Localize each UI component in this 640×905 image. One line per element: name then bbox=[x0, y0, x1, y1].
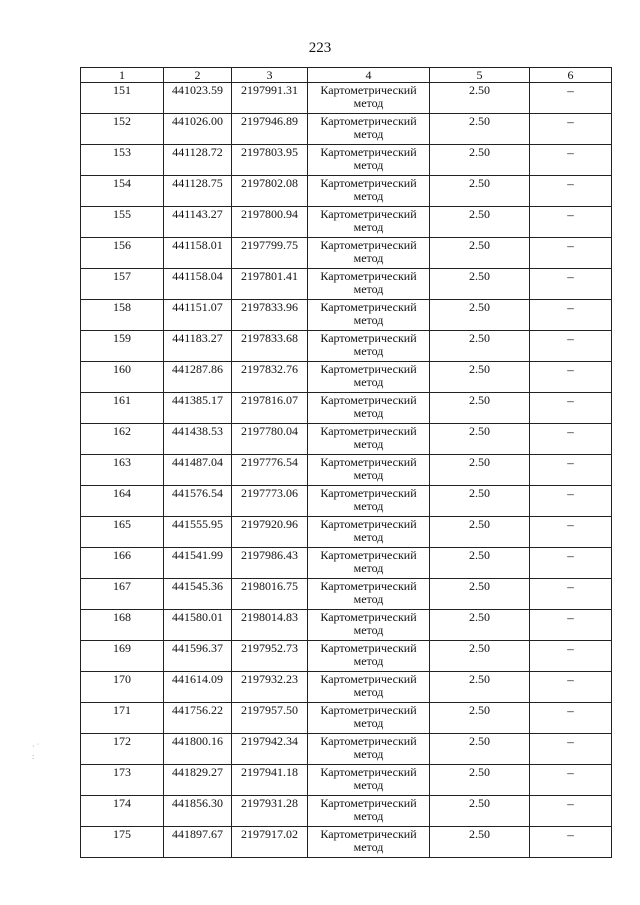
note-cell: – bbox=[530, 517, 612, 548]
method-cell bbox=[308, 610, 430, 641]
method-cell bbox=[308, 672, 430, 703]
accuracy-cell: 2.50 bbox=[430, 610, 530, 641]
method-cell bbox=[308, 362, 430, 393]
header-col-5: 5 bbox=[430, 68, 530, 83]
accuracy-cell: 2.50 bbox=[430, 331, 530, 362]
method-cell bbox=[308, 827, 430, 858]
method-line-2: метод bbox=[353, 747, 384, 761]
method-line-2: метод bbox=[353, 716, 384, 730]
accuracy-cell: 2.50 bbox=[430, 393, 530, 424]
note-cell: – bbox=[530, 455, 612, 486]
method-cell bbox=[308, 331, 430, 362]
table-row bbox=[81, 424, 612, 455]
table-row bbox=[81, 207, 612, 238]
method-cell bbox=[308, 765, 430, 796]
x-coordinate-cell: 441487.04 bbox=[164, 455, 232, 486]
x-coordinate-cell: 441385.17 bbox=[164, 393, 232, 424]
accuracy-cell: 2.50 bbox=[430, 734, 530, 765]
y-coordinate-cell: 2197833.96 bbox=[232, 300, 308, 331]
x-coordinate-cell: 441897.67 bbox=[164, 827, 232, 858]
note-cell: – bbox=[530, 796, 612, 827]
method-line-1: Картометрический bbox=[320, 765, 417, 779]
accuracy-cell: 2.50 bbox=[430, 145, 530, 176]
note-cell: – bbox=[530, 672, 612, 703]
y-coordinate-cell: 2197931.28 bbox=[232, 796, 308, 827]
table-row bbox=[81, 486, 612, 517]
x-coordinate-cell: 441545.36 bbox=[164, 579, 232, 610]
y-coordinate-cell: 2197991.31 bbox=[232, 83, 308, 114]
y-coordinate-cell: 2197941.18 bbox=[232, 765, 308, 796]
method-cell bbox=[308, 176, 430, 207]
note-cell: – bbox=[530, 331, 612, 362]
method-cell bbox=[308, 393, 430, 424]
table-row bbox=[81, 734, 612, 765]
method-cell bbox=[308, 207, 430, 238]
x-coordinate-cell: 441596.37 bbox=[164, 641, 232, 672]
method-cell bbox=[308, 83, 430, 114]
method-line-1: Картометрический bbox=[320, 331, 417, 345]
point-number-cell: 168 bbox=[81, 610, 164, 641]
method-line-1: Картометрический bbox=[320, 176, 417, 190]
header-col-1: 1 bbox=[81, 68, 164, 83]
accuracy-cell: 2.50 bbox=[430, 765, 530, 796]
method-line-2: метод bbox=[353, 251, 384, 265]
method-cell bbox=[308, 455, 430, 486]
method-line-2: метод bbox=[353, 468, 384, 482]
method-line-2: метод bbox=[353, 561, 384, 575]
method-cell bbox=[308, 486, 430, 517]
table-row bbox=[81, 362, 612, 393]
x-coordinate-cell: 441438.53 bbox=[164, 424, 232, 455]
note-cell: – bbox=[530, 424, 612, 455]
method-cell bbox=[308, 300, 430, 331]
note-cell: – bbox=[530, 641, 612, 672]
y-coordinate-cell: 2197833.68 bbox=[232, 331, 308, 362]
point-number-cell: 156 bbox=[81, 238, 164, 269]
x-coordinate-cell: 441183.27 bbox=[164, 331, 232, 362]
method-line-1: Картометрический bbox=[320, 672, 417, 686]
header-col-4: 4 bbox=[308, 68, 430, 83]
table-row bbox=[81, 796, 612, 827]
y-coordinate-cell: 2197802.08 bbox=[232, 176, 308, 207]
x-coordinate-cell: 441614.09 bbox=[164, 672, 232, 703]
table-row bbox=[81, 548, 612, 579]
accuracy-cell: 2.50 bbox=[430, 703, 530, 734]
y-coordinate-cell: 2197917.02 bbox=[232, 827, 308, 858]
table-row bbox=[81, 827, 612, 858]
method-line-1: Картометрический bbox=[320, 827, 417, 841]
method-line-1: Картометрический bbox=[320, 424, 417, 438]
table-row bbox=[81, 269, 612, 300]
x-coordinate-cell: 441541.99 bbox=[164, 548, 232, 579]
x-coordinate-cell: 441128.75 bbox=[164, 176, 232, 207]
note-cell: – bbox=[530, 207, 612, 238]
point-number-cell: 169 bbox=[81, 641, 164, 672]
y-coordinate-cell: 2197986.43 bbox=[232, 548, 308, 579]
note-cell: – bbox=[530, 145, 612, 176]
point-number-cell: 174 bbox=[81, 796, 164, 827]
y-coordinate-cell: 2197799.75 bbox=[232, 238, 308, 269]
header-col-3: 3 bbox=[232, 68, 308, 83]
point-number-cell: 165 bbox=[81, 517, 164, 548]
y-coordinate-cell: 2197946.89 bbox=[232, 114, 308, 145]
header-col-2: 2 bbox=[164, 68, 232, 83]
y-coordinate-cell: 2197801.41 bbox=[232, 269, 308, 300]
accuracy-cell: 2.50 bbox=[430, 796, 530, 827]
point-number-cell: 158 bbox=[81, 300, 164, 331]
point-number-cell: 166 bbox=[81, 548, 164, 579]
method-line-2: метод bbox=[353, 840, 384, 854]
table-row bbox=[81, 703, 612, 734]
method-cell bbox=[308, 517, 430, 548]
accuracy-cell: 2.50 bbox=[430, 579, 530, 610]
note-cell: – bbox=[530, 579, 612, 610]
table-row bbox=[81, 331, 612, 362]
table-body bbox=[81, 83, 612, 858]
x-coordinate-cell: 441576.54 bbox=[164, 486, 232, 517]
x-coordinate-cell: 441128.72 bbox=[164, 145, 232, 176]
method-cell bbox=[308, 641, 430, 672]
accuracy-cell: 2.50 bbox=[430, 114, 530, 145]
x-coordinate-cell: 441756.22 bbox=[164, 703, 232, 734]
y-coordinate-cell: 2197920.96 bbox=[232, 517, 308, 548]
x-coordinate-cell: 441287.86 bbox=[164, 362, 232, 393]
note-cell: – bbox=[530, 827, 612, 858]
method-cell bbox=[308, 238, 430, 269]
note-cell: – bbox=[530, 703, 612, 734]
accuracy-cell: 2.50 bbox=[430, 672, 530, 703]
header-col-6: 6 bbox=[530, 68, 612, 83]
method-line-2: метод bbox=[353, 282, 384, 296]
note-cell: – bbox=[530, 765, 612, 796]
y-coordinate-cell: 2197957.50 bbox=[232, 703, 308, 734]
method-line-2: метод bbox=[353, 809, 384, 823]
point-number-cell: 175 bbox=[81, 827, 164, 858]
note-cell: – bbox=[530, 734, 612, 765]
method-line-2: метод bbox=[353, 344, 384, 358]
point-number-cell: 167 bbox=[81, 579, 164, 610]
x-coordinate-cell: 441856.30 bbox=[164, 796, 232, 827]
method-line-1: Картометрический bbox=[320, 114, 417, 128]
y-coordinate-cell: 2197816.07 bbox=[232, 393, 308, 424]
method-line-1: Картометрический bbox=[320, 300, 417, 314]
table-row bbox=[81, 672, 612, 703]
method-cell bbox=[308, 145, 430, 176]
method-line-2: метод bbox=[353, 778, 384, 792]
accuracy-cell: 2.50 bbox=[430, 641, 530, 672]
method-line-1: Картометрический bbox=[320, 641, 417, 655]
y-coordinate-cell: 2197803.95 bbox=[232, 145, 308, 176]
note-cell: – bbox=[530, 238, 612, 269]
accuracy-cell: 2.50 bbox=[430, 548, 530, 579]
point-number-cell: 154 bbox=[81, 176, 164, 207]
table-row bbox=[81, 641, 612, 672]
x-coordinate-cell: 441158.04 bbox=[164, 269, 232, 300]
y-coordinate-cell: 2198014.83 bbox=[232, 610, 308, 641]
note-cell: – bbox=[530, 83, 612, 114]
note-cell: – bbox=[530, 300, 612, 331]
method-line-2: метод bbox=[353, 592, 384, 606]
method-line-2: метод bbox=[353, 530, 384, 544]
method-cell bbox=[308, 796, 430, 827]
x-coordinate-cell: 441151.07 bbox=[164, 300, 232, 331]
note-cell: – bbox=[530, 610, 612, 641]
method-line-2: метод bbox=[353, 654, 384, 668]
x-coordinate-cell: 441580.01 bbox=[164, 610, 232, 641]
point-number-cell: 162 bbox=[81, 424, 164, 455]
note-cell: – bbox=[530, 114, 612, 145]
x-coordinate-cell: 441800.16 bbox=[164, 734, 232, 765]
table-row bbox=[81, 114, 612, 145]
x-coordinate-cell: 441829.27 bbox=[164, 765, 232, 796]
accuracy-cell: 2.50 bbox=[430, 517, 530, 548]
method-line-2: метод bbox=[353, 406, 384, 420]
accuracy-cell: 2.50 bbox=[430, 424, 530, 455]
note-cell: – bbox=[530, 486, 612, 517]
accuracy-cell: 2.50 bbox=[430, 362, 530, 393]
method-line-2: метод bbox=[353, 685, 384, 699]
method-line-2: метод bbox=[353, 313, 384, 327]
point-number-cell: 159 bbox=[81, 331, 164, 362]
y-coordinate-cell: 2197800.94 bbox=[232, 207, 308, 238]
coordinates-table bbox=[80, 67, 612, 858]
method-line-1: Картометрический bbox=[320, 579, 417, 593]
y-coordinate-cell: 2197942.34 bbox=[232, 734, 308, 765]
method-cell bbox=[308, 579, 430, 610]
accuracy-cell: 2.50 bbox=[430, 300, 530, 331]
y-coordinate-cell: 2198016.75 bbox=[232, 579, 308, 610]
note-cell: – bbox=[530, 548, 612, 579]
x-coordinate-cell: 441026.00 bbox=[164, 114, 232, 145]
method-cell bbox=[308, 424, 430, 455]
point-number-cell: 173 bbox=[81, 765, 164, 796]
method-line-2: метод bbox=[353, 375, 384, 389]
x-coordinate-cell: 441143.27 bbox=[164, 207, 232, 238]
method-line-2: метод bbox=[353, 437, 384, 451]
method-cell bbox=[308, 114, 430, 145]
x-coordinate-cell: 441023.59 bbox=[164, 83, 232, 114]
method-line-2: метод bbox=[353, 158, 384, 172]
table-row bbox=[81, 393, 612, 424]
method-line-1: Картометрический bbox=[320, 455, 417, 469]
method-line-2: метод bbox=[353, 96, 384, 110]
y-coordinate-cell: 2197952.73 bbox=[232, 641, 308, 672]
table-row bbox=[81, 300, 612, 331]
y-coordinate-cell: 2197773.06 bbox=[232, 486, 308, 517]
note-cell: – bbox=[530, 269, 612, 300]
method-cell bbox=[308, 269, 430, 300]
method-line-1: Картометрический bbox=[320, 238, 417, 252]
method-line-2: метод bbox=[353, 189, 384, 203]
accuracy-cell: 2.50 bbox=[430, 83, 530, 114]
table-row bbox=[81, 765, 612, 796]
method-line-2: метод bbox=[353, 623, 384, 637]
point-number-cell: 172 bbox=[81, 734, 164, 765]
table-row bbox=[81, 610, 612, 641]
method-line-1: Картометрический bbox=[320, 734, 417, 748]
accuracy-cell: 2.50 bbox=[430, 207, 530, 238]
point-number-cell: 170 bbox=[81, 672, 164, 703]
x-coordinate-cell: 441555.95 bbox=[164, 517, 232, 548]
point-number-cell: 164 bbox=[81, 486, 164, 517]
point-number-cell: 163 bbox=[81, 455, 164, 486]
scan-artifact: · ˙ : bbox=[32, 742, 40, 761]
method-line-1: Картометрический bbox=[320, 269, 417, 283]
table-row bbox=[81, 176, 612, 207]
point-number-cell: 171 bbox=[81, 703, 164, 734]
point-number-cell: 155 bbox=[81, 207, 164, 238]
accuracy-cell: 2.50 bbox=[430, 455, 530, 486]
y-coordinate-cell: 2197780.04 bbox=[232, 424, 308, 455]
note-cell: – bbox=[530, 393, 612, 424]
table-row bbox=[81, 455, 612, 486]
method-line-2: метод bbox=[353, 127, 384, 141]
table-row bbox=[81, 83, 612, 114]
accuracy-cell: 2.50 bbox=[430, 176, 530, 207]
method-line-2: метод bbox=[353, 499, 384, 513]
point-number-cell: 151 bbox=[81, 83, 164, 114]
method-cell bbox=[308, 734, 430, 765]
accuracy-cell: 2.50 bbox=[430, 238, 530, 269]
method-line-1: Картометрический bbox=[320, 517, 417, 531]
point-number-cell: 157 bbox=[81, 269, 164, 300]
table-row bbox=[81, 238, 612, 269]
method-line-1: Картометрический bbox=[320, 610, 417, 624]
method-cell bbox=[308, 703, 430, 734]
y-coordinate-cell: 2197932.23 bbox=[232, 672, 308, 703]
method-line-1: Картометрический bbox=[320, 207, 417, 221]
method-line-1: Картометрический bbox=[320, 393, 417, 407]
method-line-1: Картометрический bbox=[320, 362, 417, 376]
method-line-2: метод bbox=[353, 220, 384, 234]
table-row bbox=[81, 579, 612, 610]
table-header-row bbox=[81, 68, 612, 83]
method-line-1: Картометрический bbox=[320, 548, 417, 562]
method-line-1: Картометрический bbox=[320, 486, 417, 500]
y-coordinate-cell: 2197832.76 bbox=[232, 362, 308, 393]
y-coordinate-cell: 2197776.54 bbox=[232, 455, 308, 486]
accuracy-cell: 2.50 bbox=[430, 269, 530, 300]
note-cell: – bbox=[530, 176, 612, 207]
accuracy-cell: 2.50 bbox=[430, 827, 530, 858]
method-cell bbox=[308, 548, 430, 579]
table-row bbox=[81, 517, 612, 548]
method-line-1: Картометрический bbox=[320, 145, 417, 159]
x-coordinate-cell: 441158.01 bbox=[164, 238, 232, 269]
page-number: 223 bbox=[308, 40, 332, 56]
point-number-cell: 153 bbox=[81, 145, 164, 176]
table-row bbox=[81, 145, 612, 176]
point-number-cell: 160 bbox=[81, 362, 164, 393]
point-number-cell: 161 bbox=[81, 393, 164, 424]
method-line-1: Картометрический bbox=[320, 83, 417, 97]
accuracy-cell: 2.50 bbox=[430, 486, 530, 517]
point-number-cell: 152 bbox=[81, 114, 164, 145]
method-line-1: Картометрический bbox=[320, 703, 417, 717]
note-cell: – bbox=[530, 362, 612, 393]
method-line-1: Картометрический bbox=[320, 796, 417, 810]
